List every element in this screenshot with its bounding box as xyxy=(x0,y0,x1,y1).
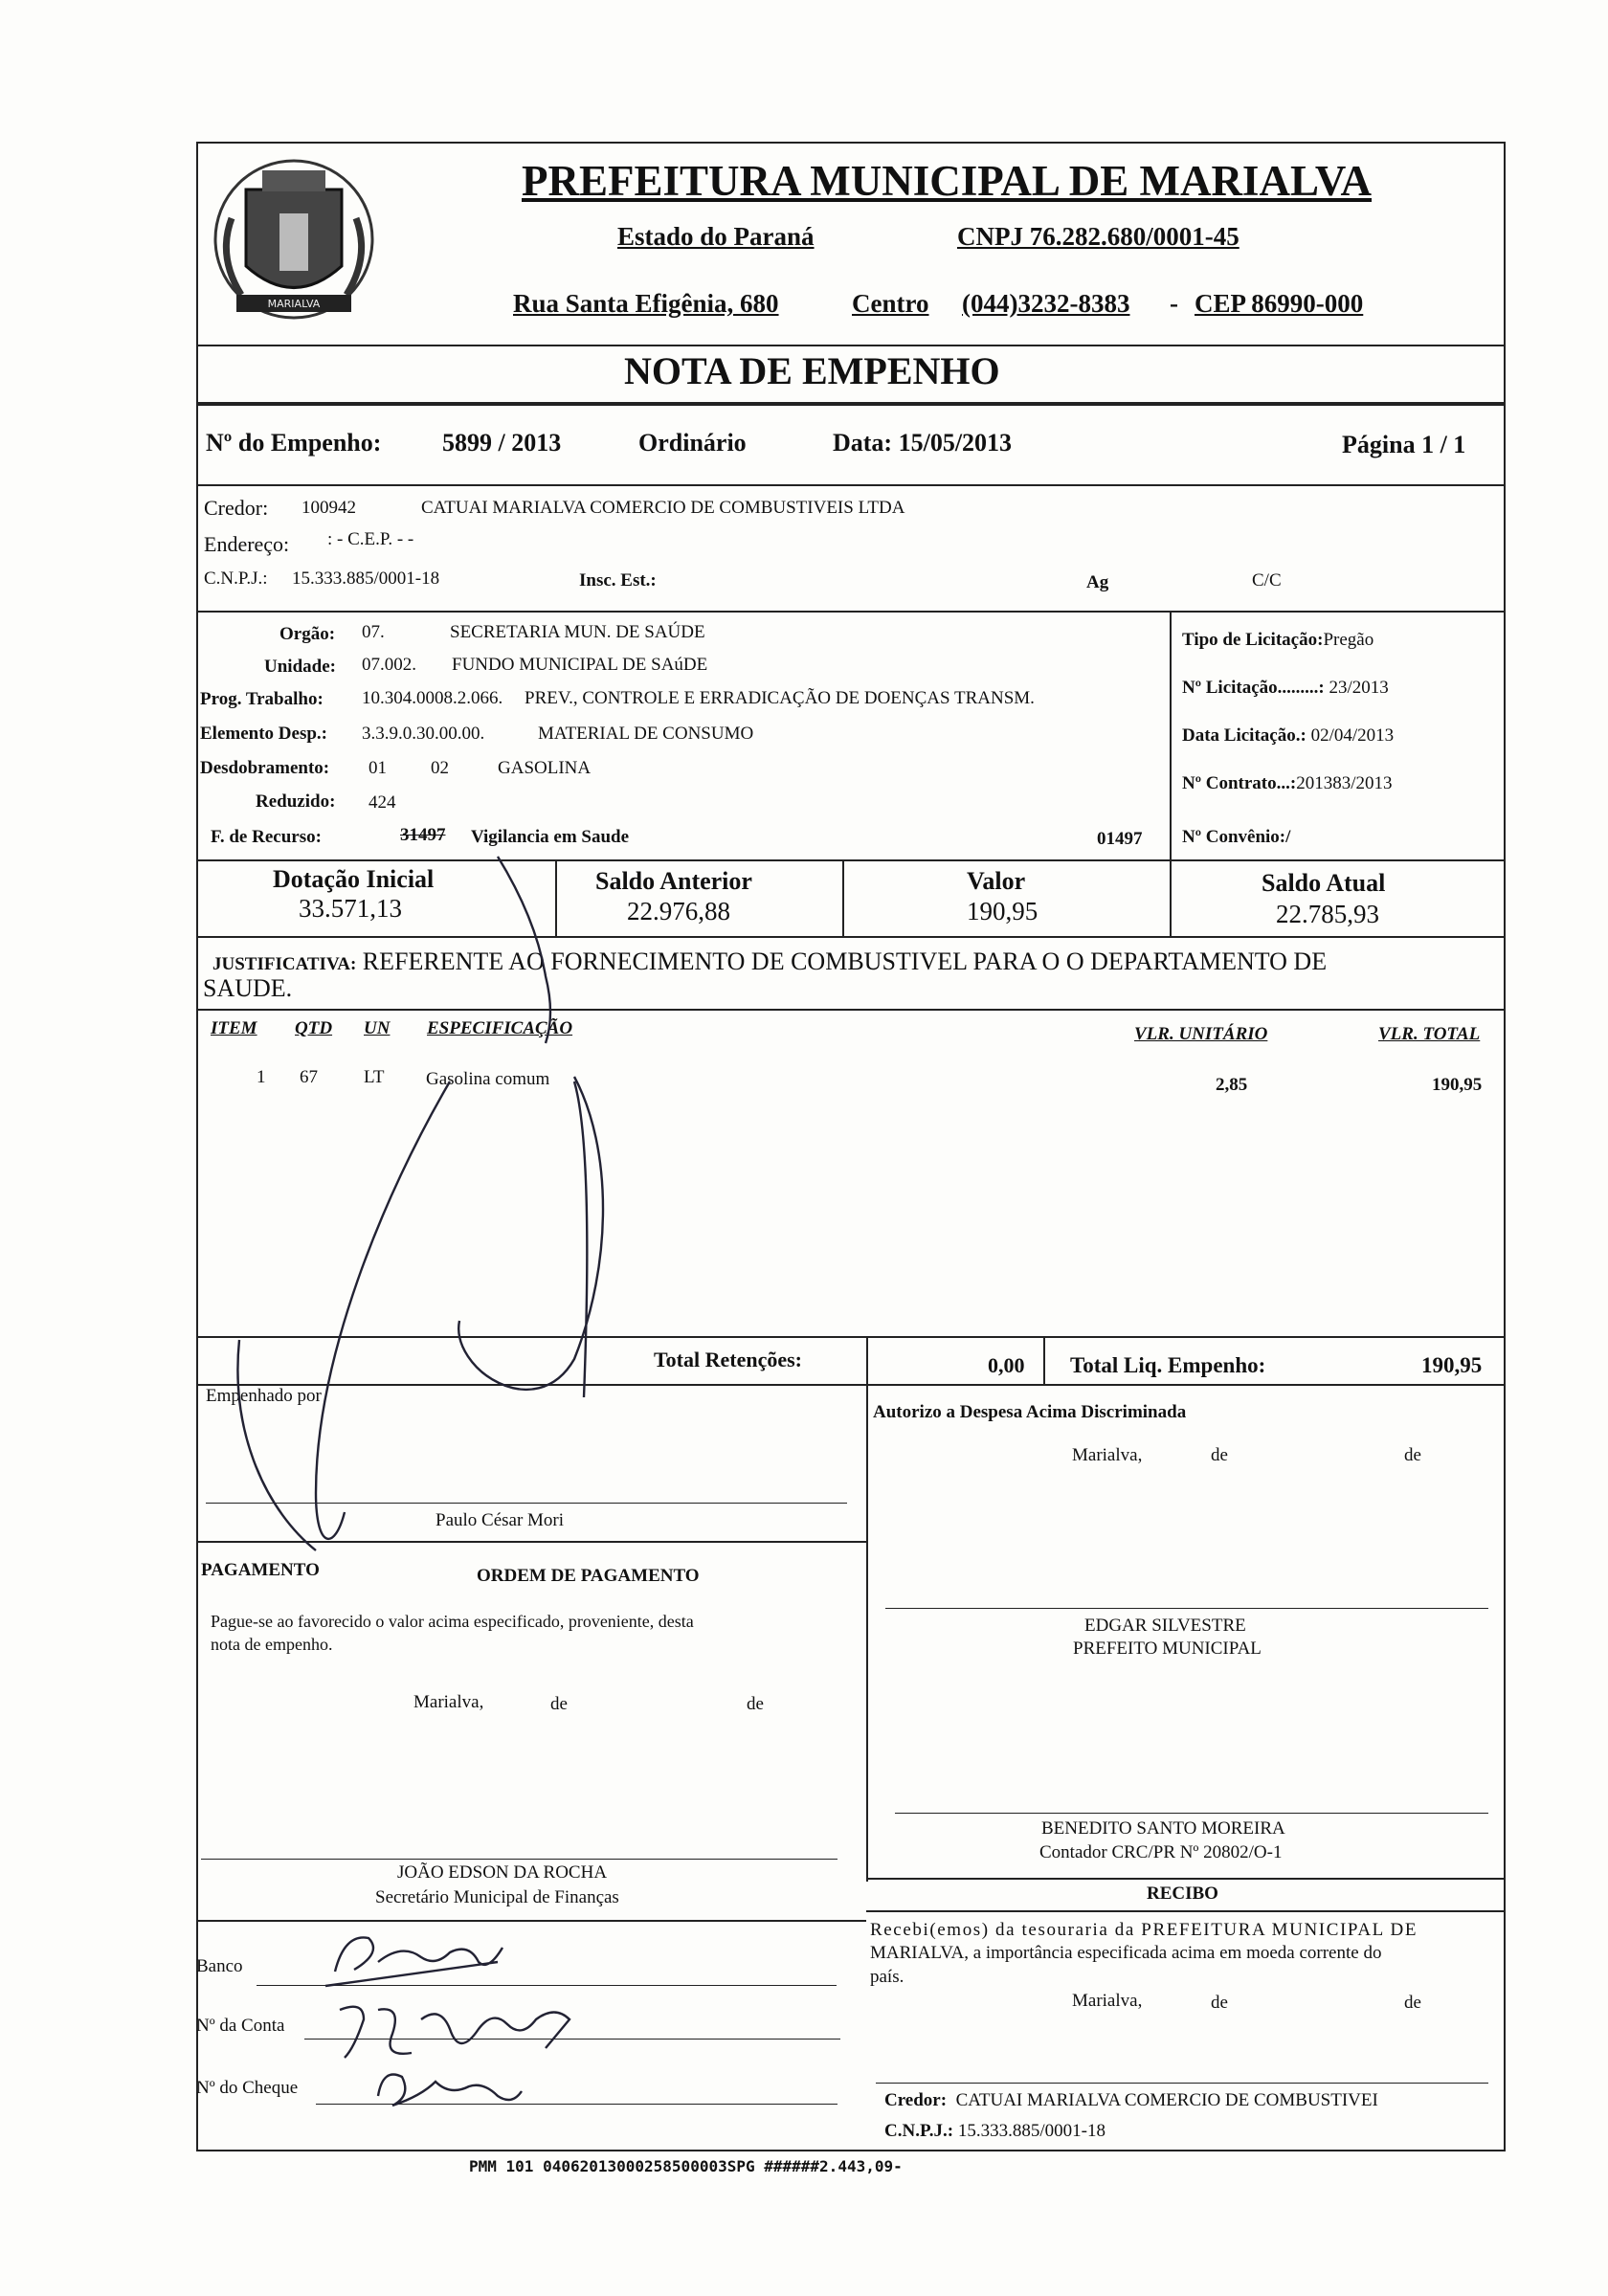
address-label: Endereço: xyxy=(204,532,290,556)
item-total-value: 190,95 xyxy=(1432,1075,1483,1095)
pagamento-text1: Pague-se ao favorecido o valor acima especificado, proveniente, desta xyxy=(211,1612,694,1631)
prog-trabalho-name: PREV., CONTROLE E ERRADICAÇÃO DE DOENÇAS TRANSM. xyxy=(525,688,1035,708)
banco-line xyxy=(257,1985,837,1986)
banco-label: Banco xyxy=(196,1956,243,1976)
total-retencoes-label: Total Retenções: xyxy=(654,1348,802,1371)
divider xyxy=(196,1541,866,1543)
dotacao-inicial-value: 33.571,13 xyxy=(299,894,402,923)
valor-value: 190,95 xyxy=(967,897,1038,925)
desdobramento-b: 02 xyxy=(431,758,449,778)
contador-role: Contador CRC/PR Nº 20802/O-1 xyxy=(1039,1842,1283,1862)
justificativa-line1: JUSTIFICATIVA: REFERENTE AO FORNECIMENTO DE COMBUSTIVEL PARA O O DEPARTAMENTO DE xyxy=(212,947,1328,975)
insc-est-label: Insc. Est.: xyxy=(579,570,657,591)
pagamento-city: Marialva, xyxy=(413,1692,484,1712)
valor-label: Valor xyxy=(967,867,1026,895)
saldo-atual-label: Saldo Atual xyxy=(1262,869,1386,897)
elemento-name: MATERIAL DE CONSUMO xyxy=(538,724,754,744)
divider xyxy=(1170,611,1172,859)
header-cep: CEP 86990-000 xyxy=(1195,289,1364,318)
numero-contrato: Nº Contrato...:201383/2013 xyxy=(1182,773,1393,793)
recibo-line2: MARIALVA, a importância especificada acima em moeda corrente do xyxy=(870,1943,1382,1963)
item-qtd: 67 xyxy=(300,1067,318,1087)
signature-line xyxy=(206,1503,847,1504)
recibo-de2: de xyxy=(1404,1993,1421,2013)
autorizo-de1: de xyxy=(1211,1445,1228,1465)
recibo-city: Marialva, xyxy=(1072,1991,1143,2011)
saldo-anterior-value: 22.976,88 xyxy=(627,897,730,925)
prefeito-role: PREFEITO MUNICIPAL xyxy=(1073,1638,1262,1659)
prog-trabalho-code: 10.304.0008.2.066. xyxy=(362,688,503,708)
cnpj-value: 15.333.885/0001-18 xyxy=(292,568,440,589)
header-address: Rua Santa Efigênia, 680 xyxy=(513,289,779,318)
divider xyxy=(555,859,557,936)
divider xyxy=(196,936,1506,938)
signature-line xyxy=(895,1813,1488,1814)
unidade-label: Unidade: xyxy=(264,657,336,677)
divider xyxy=(196,484,1506,486)
contador-name: BENEDITO SANTO MOREIRA xyxy=(1041,1818,1285,1839)
cheque-line xyxy=(316,2104,838,2105)
divider xyxy=(1170,859,1172,936)
dotacao-inicial-label: Dotação Inicial xyxy=(273,865,435,893)
data-licitacao: Data Licitação.: 02/04/2013 xyxy=(1182,725,1395,746)
recibo-title: RECIBO xyxy=(1147,1884,1218,1904)
autorizo-city: Marialva, xyxy=(1072,1445,1143,1465)
autorizo-label: Autorizo a Despesa Acima Discriminada xyxy=(873,1402,1187,1422)
numero-licitacao: Nº Licitação.........: 23/2013 xyxy=(1182,678,1389,698)
reduzido-value: 424 xyxy=(368,792,396,813)
autorizo-de2: de xyxy=(1404,1445,1421,1465)
header-district: Centro xyxy=(852,289,929,318)
conta-label: Nº da Conta xyxy=(196,2016,285,2036)
orgao-code: 07. xyxy=(362,622,385,642)
col-header-total-value: VLR. TOTAL xyxy=(1378,1024,1481,1044)
cheque-label: Nº do Cheque xyxy=(196,2078,299,2098)
divider xyxy=(196,345,1506,346)
recurso-code: 31497 xyxy=(400,825,446,845)
empenho-type: Ordinário xyxy=(638,429,747,457)
recibo-line1: Recebi(emos) da tesouraria da PREFEITURA MUNICIPAL DE xyxy=(870,1920,1418,1940)
credor-name: CATUAI MARIALVA COMERCIO DE COMBUSTIVEIS LTDA xyxy=(421,498,905,518)
divider xyxy=(196,859,1506,861)
recurso-number: 01497 xyxy=(1097,829,1143,849)
ordem-pagamento-label: ORDEM DE PAGAMENTO xyxy=(477,1566,700,1586)
recibo-line3: país. xyxy=(870,1967,904,1987)
signature-line xyxy=(885,1608,1488,1609)
item-spec: Gasolina comum xyxy=(426,1069,550,1089)
divider xyxy=(196,1009,1506,1011)
total-liquido-value: 190,95 xyxy=(1421,1353,1483,1377)
item-number: 1 xyxy=(257,1067,266,1087)
page-number: Página 1 / 1 xyxy=(1342,431,1466,458)
empenhado-name: Paulo César Mori xyxy=(436,1510,565,1530)
orgao-label: Orgão: xyxy=(279,624,336,644)
cnpj-label: C.N.P.J.: xyxy=(204,568,268,589)
svg-text:MARIALVA: MARIALVA xyxy=(267,298,321,310)
divider xyxy=(196,1384,1506,1386)
recibo-de1: de xyxy=(1211,1993,1228,2013)
saldo-anterior-label: Saldo Anterior xyxy=(595,867,752,895)
state-name: Estado do Paraná xyxy=(617,222,815,251)
secretario-name: JOÃO EDSON DA ROCHA xyxy=(397,1862,608,1883)
total-retencoes-value: 0,00 xyxy=(988,1353,1025,1377)
header-phone: (044)3232-8383 xyxy=(962,289,1130,318)
desdobramento-label: Desdobramento: xyxy=(200,758,330,778)
agency-label: Ag xyxy=(1086,572,1109,592)
pagamento-text2: nota de empenho. xyxy=(211,1635,333,1654)
municipal-crest-icon xyxy=(203,151,385,333)
desdobramento-name: GASOLINA xyxy=(498,758,592,778)
unidade-name: FUNDO MUNICIPAL DE SAúDE xyxy=(452,655,708,675)
col-header-unit-value: VLR. UNITÁRIO xyxy=(1134,1024,1268,1044)
item-un: LT xyxy=(364,1067,385,1087)
recurso-label: F. de Recurso: xyxy=(211,827,322,847)
empenho-label: Nº do Empenho: xyxy=(206,429,382,457)
divider xyxy=(866,1878,1506,1880)
recurso-name: Vigilancia em Saude xyxy=(471,827,630,847)
footer-code: PMM 101 04062013000258500003SPG ######2.443,09- xyxy=(469,2157,903,2175)
credor-code: 100942 xyxy=(302,498,356,518)
numero-convenio: Nº Convênio:/ xyxy=(1182,827,1291,847)
empenho-number: 5899 / 2013 xyxy=(442,429,562,457)
justificativa-line2: SAUDE. xyxy=(203,974,293,1002)
document-type-title: NOTA DE EMPENHO xyxy=(624,349,1000,392)
divider xyxy=(196,402,1506,406)
saldo-atual-value: 22.785,93 xyxy=(1276,900,1379,928)
orgao-name: SECRETARIA MUN. DE SAÚDE xyxy=(450,622,705,642)
divider xyxy=(196,1336,1506,1338)
col-header-qtd: QTD xyxy=(295,1018,333,1038)
recibo-cnpj: C.N.P.J.: 15.333.885/0001-18 xyxy=(884,2121,1106,2141)
total-liquido-label: Total Liq. Empenho: xyxy=(1070,1353,1266,1377)
divider xyxy=(196,611,1506,613)
prog-trabalho-label: Prog. Trabalho: xyxy=(200,689,324,709)
tipo-licitacao-label: Tipo de Licitação:Pregão xyxy=(1182,630,1374,650)
recibo-credor: Credor: CATUAI MARIALVA COMERCIO DE COMBUSTIVEI xyxy=(884,2090,1378,2110)
elemento-code: 3.3.9.0.30.00.00. xyxy=(362,724,485,744)
pagamento-de2: de xyxy=(747,1694,764,1714)
header-cnpj: CNPJ 76.282.680/0001-45 xyxy=(957,222,1240,251)
reduzido-label: Reduzido: xyxy=(256,791,336,812)
pagamento-label: PAGAMENTO xyxy=(201,1560,320,1580)
elemento-label: Elemento Desp.: xyxy=(200,724,327,744)
secretario-role: Secretário Municipal de Finanças xyxy=(375,1887,619,1907)
divider xyxy=(866,1336,868,1384)
signature-line xyxy=(201,1859,838,1860)
divider xyxy=(196,1920,866,1922)
address-value: : - C.E.P. - - xyxy=(327,529,414,549)
col-header-spec: ESPECIFICAÇÃO xyxy=(427,1018,573,1038)
desdobramento-a: 01 xyxy=(368,758,387,778)
credor-label: Credor: xyxy=(204,496,269,520)
conta-line xyxy=(304,2039,840,2040)
empenhado-por-label: Empenhado por xyxy=(206,1386,322,1406)
page-title: PREFEITURA MUNICIPAL DE MARIALVA xyxy=(522,157,1373,205)
item-unit-value: 2,85 xyxy=(1216,1075,1248,1095)
divider xyxy=(866,1910,1506,1912)
unidade-code: 07.002. xyxy=(362,655,416,675)
col-header-item: ITEM xyxy=(211,1018,257,1038)
divider xyxy=(1043,1336,1045,1384)
header-dash: - xyxy=(1170,289,1178,318)
empenho-date: Data: 15/05/2013 xyxy=(833,429,1013,457)
signature-line xyxy=(876,2083,1488,2084)
col-header-un: UN xyxy=(364,1018,391,1038)
divider xyxy=(842,859,844,936)
account-label: C/C xyxy=(1252,570,1282,591)
prefeito-name: EDGAR SILVESTRE xyxy=(1084,1616,1246,1636)
pagamento-de1: de xyxy=(550,1694,568,1714)
divider xyxy=(866,1384,868,1882)
